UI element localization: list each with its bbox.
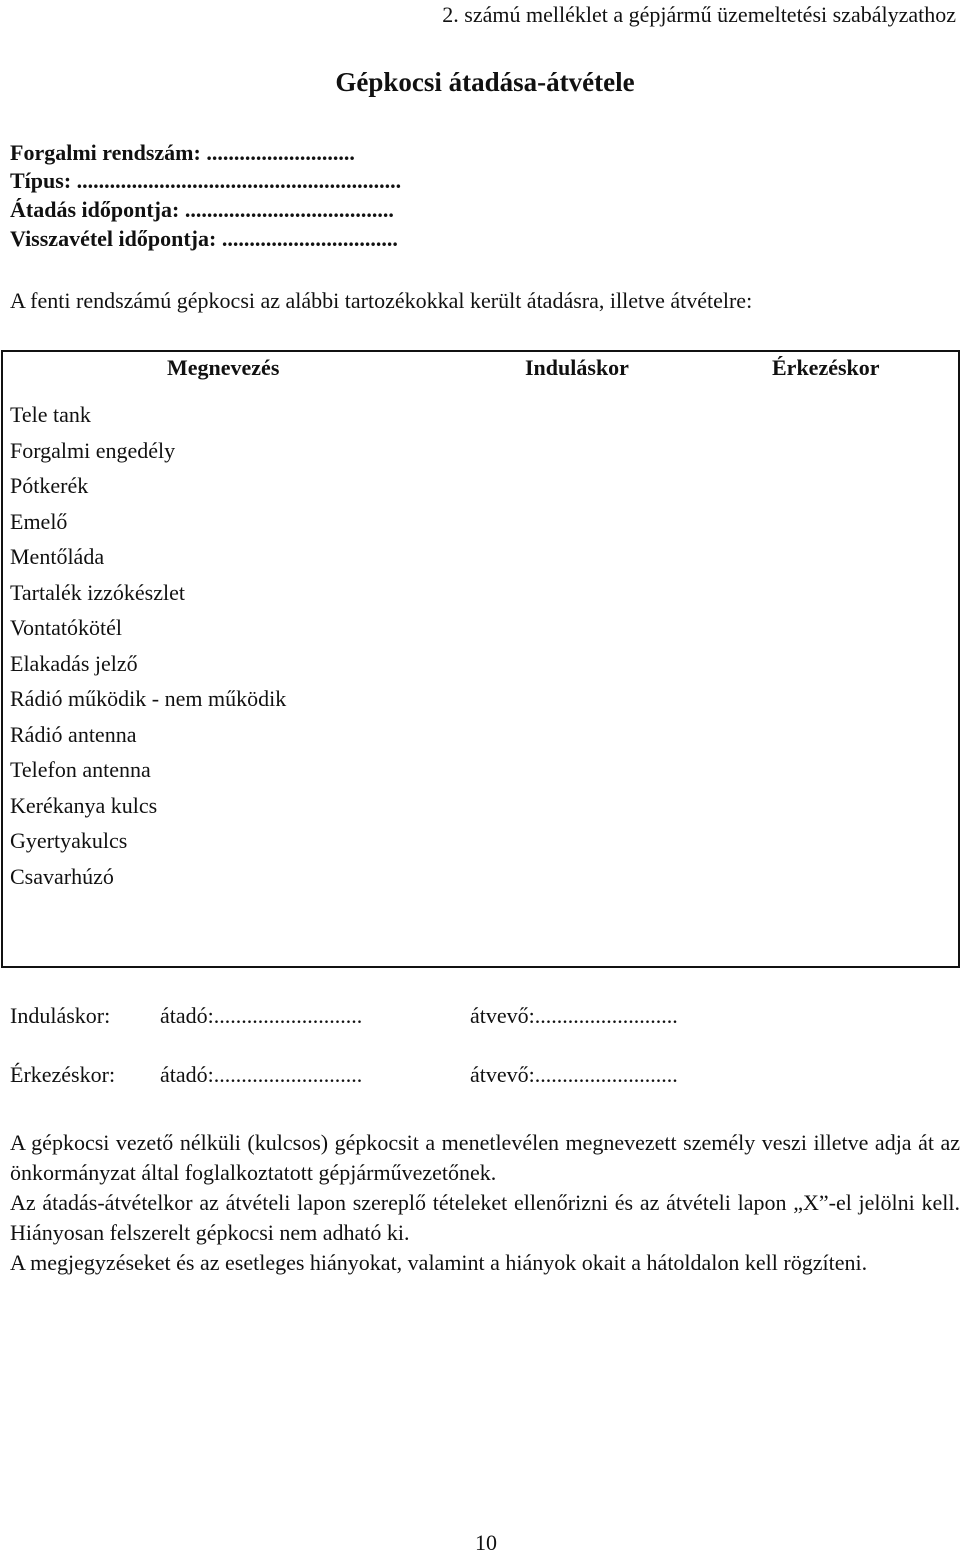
field-return-date-value: ................................: [221, 226, 398, 251]
accessory-item: Forgalmi engedély: [10, 437, 176, 463]
intro-text: A fenti rendszámú gépkocsi az alábbi tartozékokkal került átadásra, illetve átvételre:: [10, 288, 753, 313]
field-type-label: Típus:: [10, 168, 72, 193]
departure-receiver-signature: átvevő:..........................: [470, 1003, 678, 1028]
table-header-arrival: Érkezéskor: [772, 355, 880, 380]
arrival-giver-signature: átadó:...........................: [160, 1062, 363, 1087]
instruction-paragraph: A megjegyzéseket és az esetleges hiányokat, valamint a hiányok okait a hátoldalon kell rögzíteni.: [10, 1250, 868, 1275]
page-number: 10: [475, 1530, 497, 1555]
field-registration-label: Forgalmi rendszám:: [10, 140, 201, 165]
accessory-item: Kerékanya kulcs: [10, 792, 158, 818]
field-handover-date: [10, 197, 394, 223]
accessory-item: Gyertyakulcs: [10, 828, 128, 853]
departure-giver-signature: átadó:...........................: [160, 1003, 363, 1028]
accessory-item: Rádió antenna: [10, 721, 137, 747]
accessory-item: Tele tank: [10, 402, 91, 427]
accessory-item: Elakadás jelző: [10, 650, 138, 676]
field-handover-date-label: Átadás időpontja:: [10, 197, 180, 222]
departure-signature-label: Induláskor:: [10, 1003, 111, 1028]
instructions: [10, 1128, 960, 1278]
field-return-date: [10, 226, 398, 252]
accessory-item: Mentőláda: [10, 544, 105, 569]
accessory-item: Csavarhúzó: [10, 863, 114, 889]
field-handover-date-value: ......................................: [184, 197, 394, 222]
field-type: [10, 168, 401, 194]
field-type-value: ...........................................................: [76, 168, 402, 193]
instruction-paragraph: A gépkocsi vezető nélküli (kulcsos) gépkocsit a menetlevélen megnevezett személy veszi illetve adja át az önkormányzat által foglalkoztatott gépjárművezetőnek.: [10, 1130, 960, 1185]
annex-reference: 2. számú melléklet a gépjármű üzemeltetési szabályzathoz: [442, 2, 956, 27]
arrival-signature-label: Érkezéskor:: [10, 1062, 116, 1087]
accessory-item: Pótkerék: [10, 473, 89, 498]
field-registration-value: ...........................: [206, 140, 355, 165]
table-header-name: Megnevezés: [167, 355, 280, 380]
accessory-item: Tartalék izzókészlet: [10, 579, 185, 605]
field-return-date-label: Visszavétel időpontja:: [10, 226, 217, 251]
instruction-paragraph: Az átadás-átvételkor az átvételi lapon szereplő tételeket ellenőrizni és az átvételi lapon „X”-el jelölni kell. Hiányosan felszerelt gépkocsi nem adható ki.: [10, 1190, 960, 1245]
accessory-item: Rádió működik - nem működik: [10, 686, 287, 711]
accessory-item: Telefon antenna: [10, 757, 151, 782]
field-registration: [10, 140, 355, 166]
accessory-list: [10, 402, 286, 899]
accessory-item: Vontatókötél: [10, 615, 123, 640]
document-title: Gépkocsi átadása-átvétele: [335, 67, 635, 97]
arrival-receiver-signature: átvevő:..........................: [470, 1062, 678, 1087]
accessory-item: Emelő: [10, 508, 68, 534]
table-header-departure: Induláskor: [525, 355, 629, 380]
